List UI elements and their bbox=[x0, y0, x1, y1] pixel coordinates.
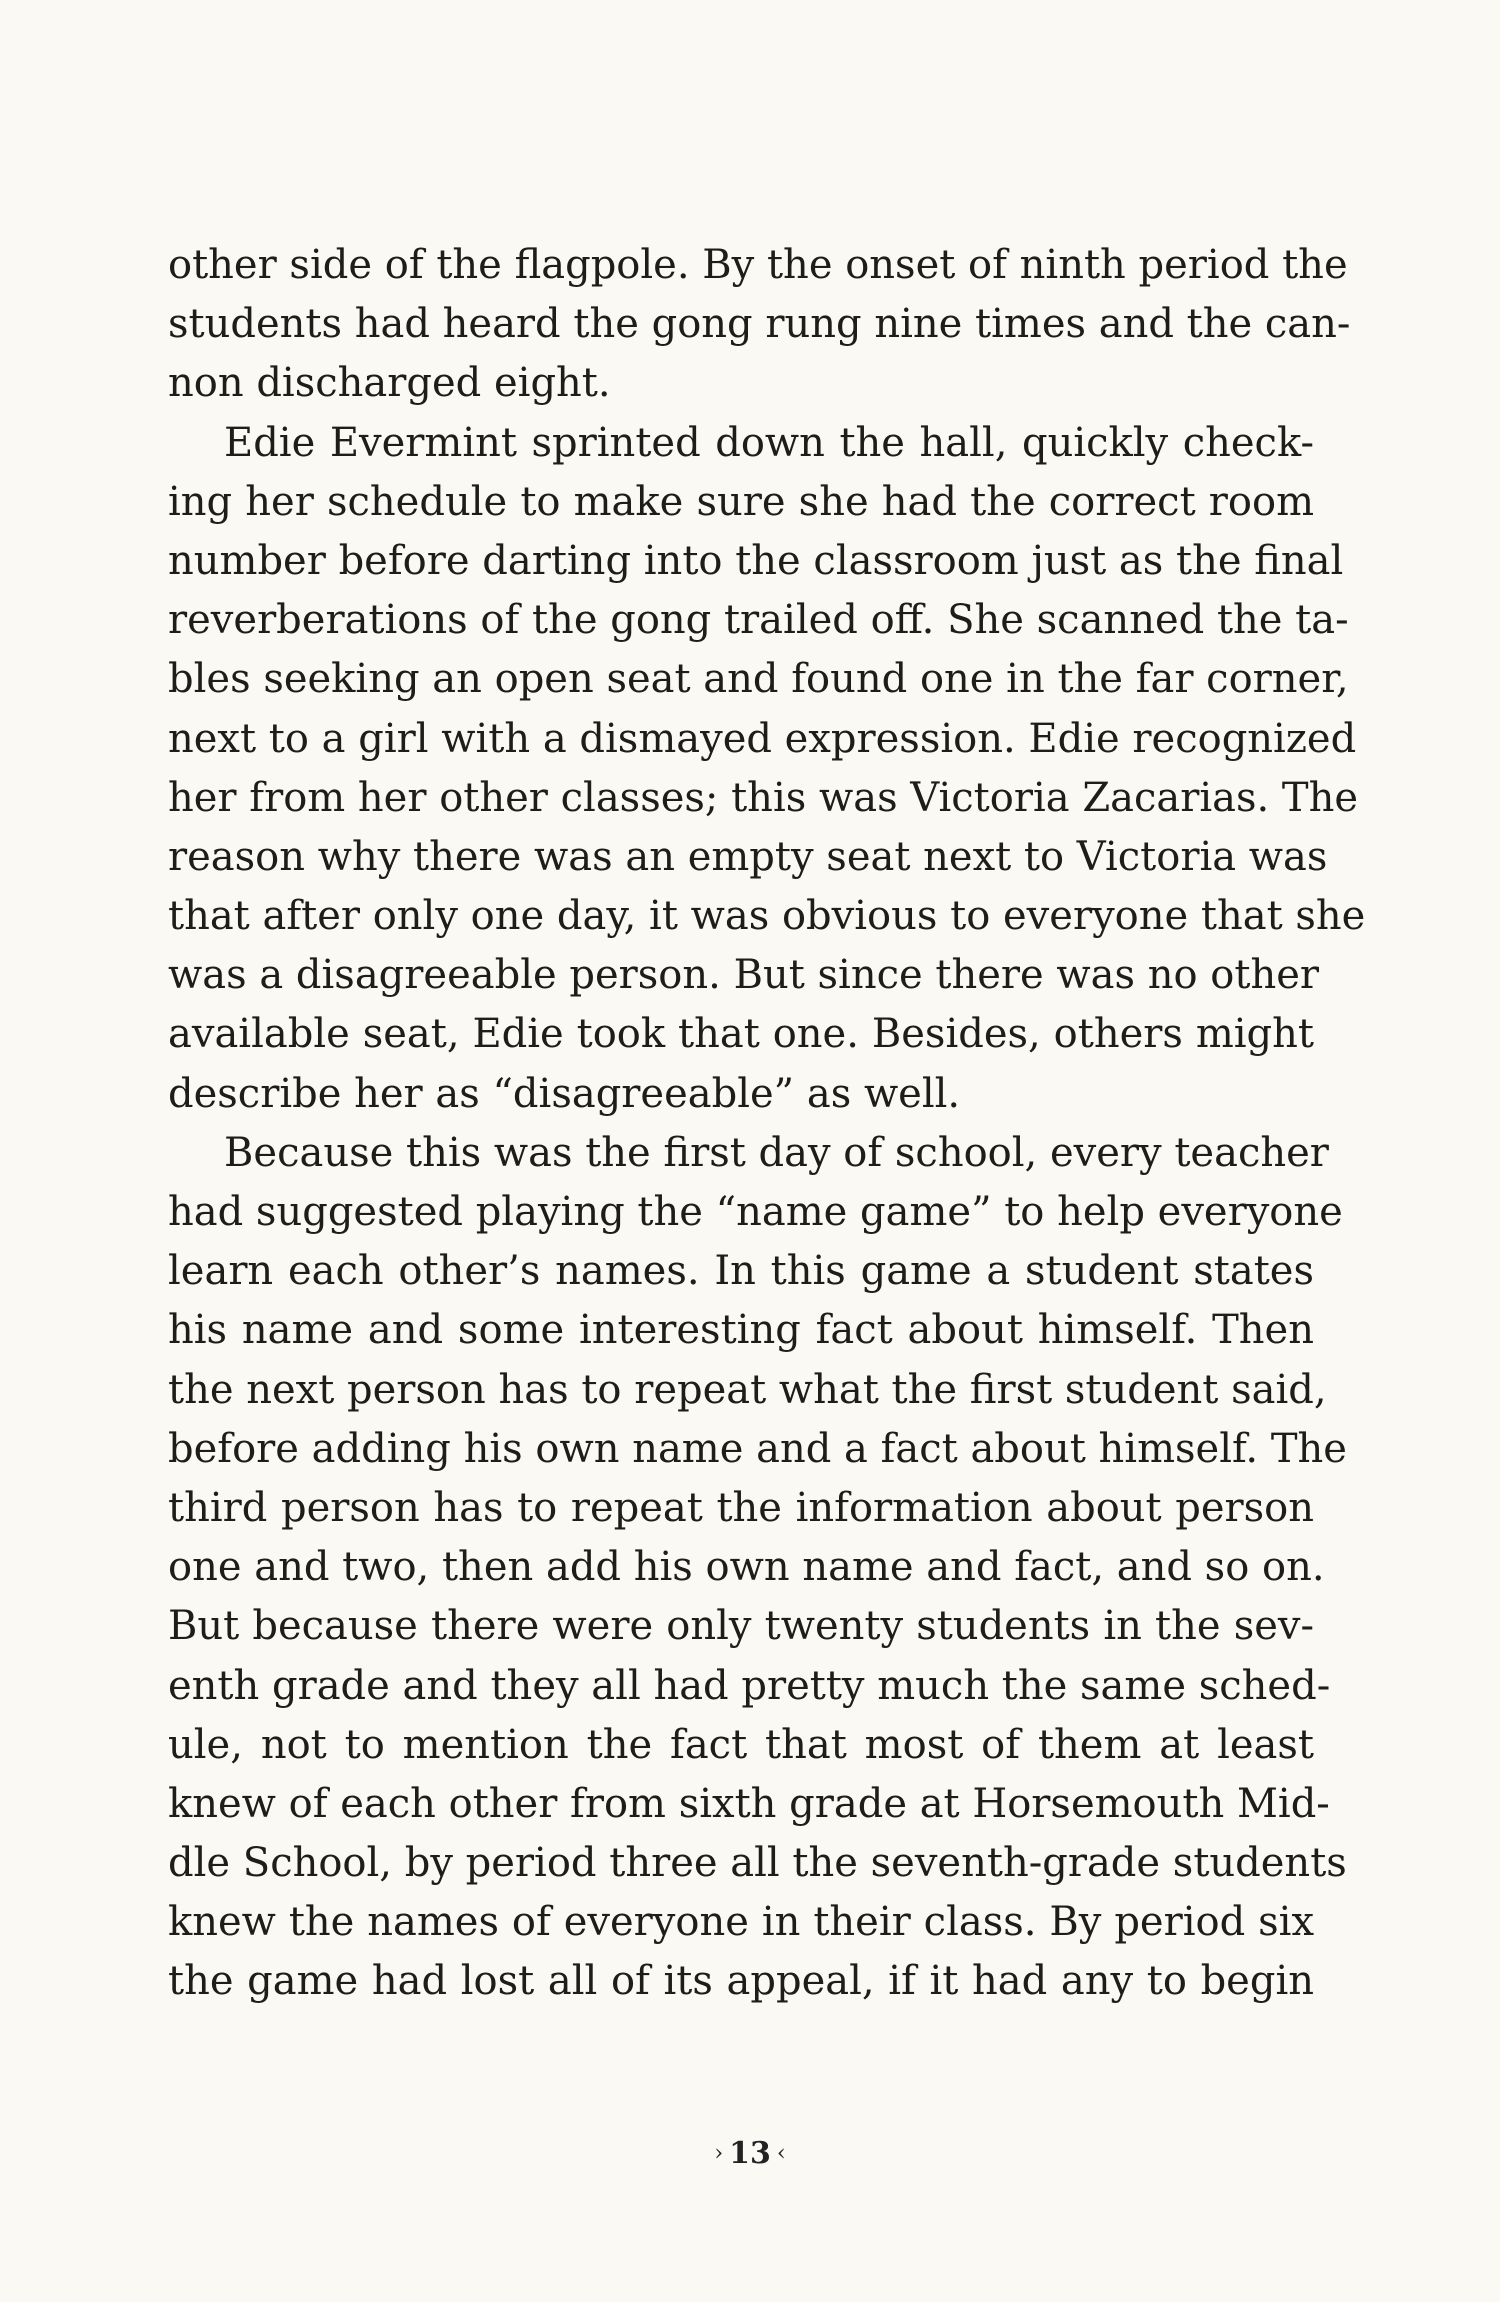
text-line: non discharged eight. bbox=[168, 360, 611, 407]
text-line: knew the names of everyone in their class. By period six bbox=[168, 1899, 1314, 1946]
text-line: one and two, then add his own name and fact, and so on. bbox=[168, 1544, 1325, 1591]
text-line: learn each other’s names. In this game a student states bbox=[168, 1248, 1314, 1295]
text-line: But because there were only twenty students in the sev- bbox=[168, 1603, 1314, 1650]
text-line: ule, not to mention the fact that most of them at least bbox=[168, 1721, 1314, 1768]
text-line: third person has to repeat the information about person bbox=[168, 1484, 1314, 1531]
text-line: dle School, by period three all the seventh-grade students bbox=[168, 1840, 1347, 1887]
text-line: enth grade and they all had pretty much the same sched- bbox=[168, 1662, 1331, 1709]
text-line: before adding his own name and a fact about himself. The bbox=[168, 1425, 1347, 1472]
text-line: was a disagreeable person. But since there was no other bbox=[168, 952, 1319, 999]
text-line: reason why there was an empty seat next to Victoria was bbox=[168, 833, 1328, 880]
text-line: ing her schedule to make sure she had the correct room bbox=[168, 478, 1314, 525]
folio-left-mark: › bbox=[714, 2141, 724, 2166]
text-line: her from her other classes; this was Victoria Zacarias. The bbox=[168, 774, 1359, 821]
page-number-value: 13 bbox=[729, 2136, 771, 2171]
text-line: describe her as “disagreeable” as well. bbox=[168, 1070, 961, 1117]
text-line: available seat, Edie took that one. Besides, others might bbox=[168, 1011, 1314, 1058]
text-line: reverberations of the gong trailed off. She scanned the ta- bbox=[168, 597, 1349, 644]
text-line: knew of each other from sixth grade at Horsemouth Mid- bbox=[168, 1780, 1330, 1827]
text-line: students had heard the gong rung nine times and the can- bbox=[168, 301, 1351, 348]
paragraph-start-line: Edie Evermint sprinted down the hall, quickly check- bbox=[224, 419, 1314, 466]
text-line: had suggested playing the “name game” to help everyone bbox=[168, 1189, 1343, 1235]
text-line: his name and some interesting fact about himself. Then bbox=[168, 1307, 1314, 1354]
text-line: bles seeking an open seat and found one in the far corner, bbox=[168, 656, 1349, 703]
text-line: the next person has to repeat what the first student said, bbox=[168, 1366, 1327, 1413]
text-line: number before darting into the classroom just as the final bbox=[168, 537, 1344, 584]
page-number bbox=[0, 2136, 1500, 2171]
body-text bbox=[168, 236, 1366, 2012]
folio-right-mark: ‹ bbox=[776, 2141, 786, 2166]
text-line: other side of the flagpole. By the onset of ninth period the bbox=[168, 242, 1348, 288]
text-line: next to a girl with a dismayed expression. Edie recognized bbox=[168, 715, 1357, 762]
text-line: that after only one day, it was obvious to everyone that she bbox=[168, 893, 1366, 940]
text-line: the game had lost all of its appeal, if it had any to begin bbox=[168, 1958, 1314, 2005]
paragraph-start-line: Because this was the first day of school, every teacher bbox=[224, 1129, 1329, 1176]
